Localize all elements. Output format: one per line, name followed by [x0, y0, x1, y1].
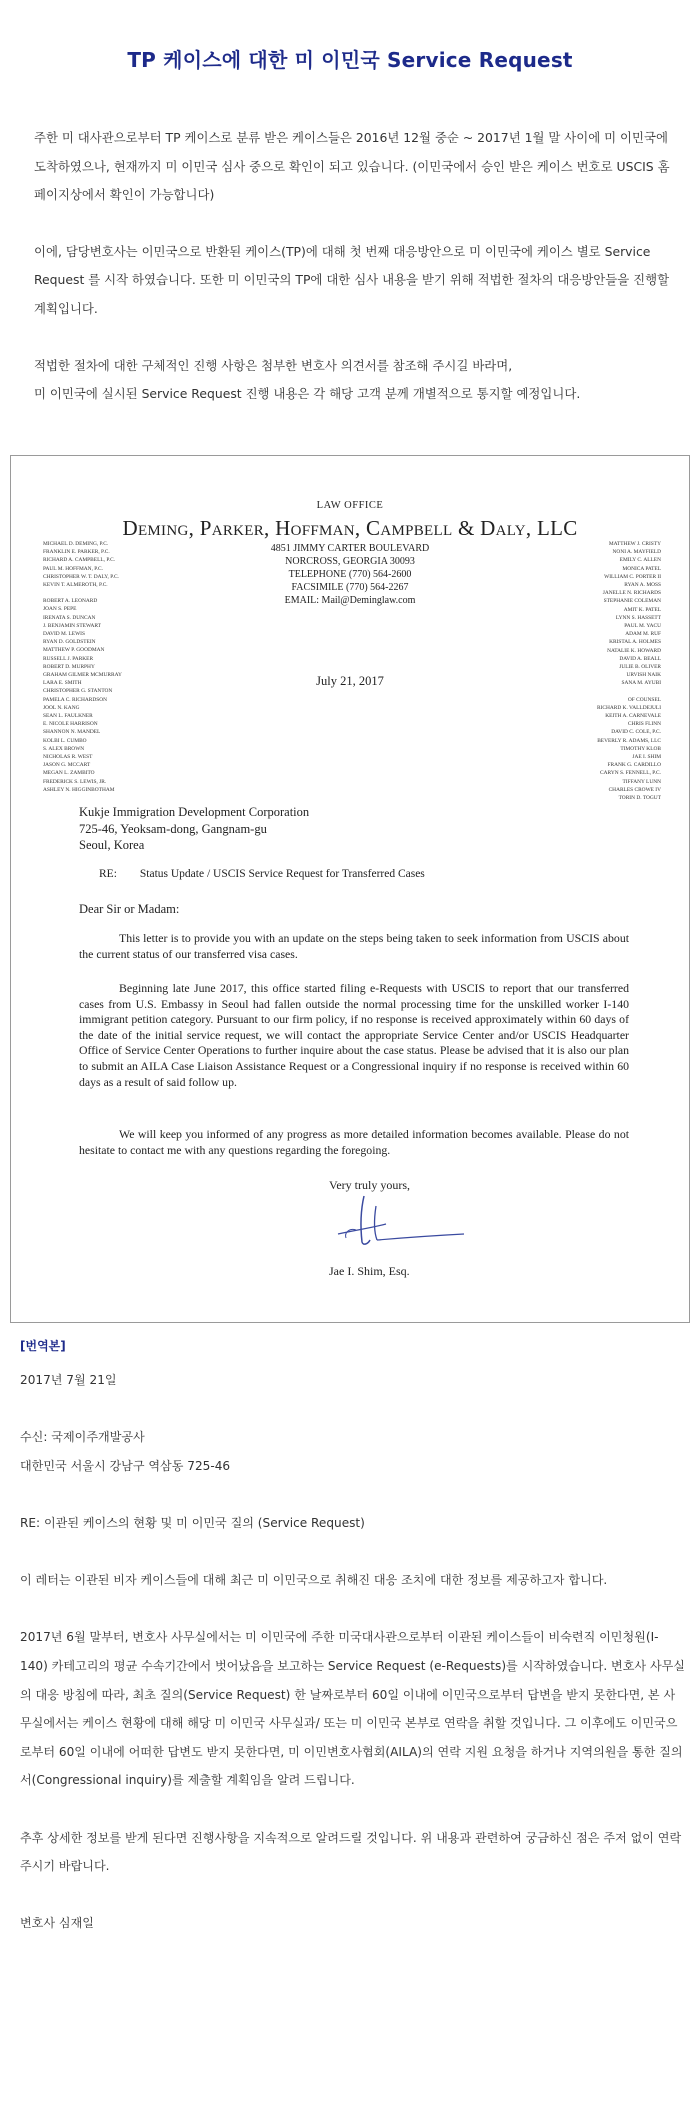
- of-counsel-label: OF COUNSEL: [627, 696, 661, 703]
- attorney-name: URVISH NAIK: [626, 672, 661, 679]
- attorney-name: NATALIE K. HOWARD: [607, 647, 661, 654]
- attorney-name: JOOL N. KANG: [43, 704, 80, 711]
- attorney-name: MICHAEL D. DEMING, P.C.: [43, 541, 109, 547]
- recipient-line-1: Kukje Immigration Development Corporation: [79, 805, 310, 819]
- re-label: RE:: [99, 868, 117, 880]
- attorney-name: TIMOTHY KLOB: [620, 745, 661, 752]
- attorney-name: JASON G. MCCART: [43, 762, 91, 769]
- letter-paragraph-1: This letter is to provide you with an update on the steps being taken to seek information from USCIS about the current status of our transferred visa cases.: [79, 931, 629, 961]
- intro-paragraph-1: 주한 미 대사관으로부터 TP 케이스로 분류 받은 케이스들은 2016년 12월 중순 ~ 2017년 1월 말 사이에 미 이민국에 도착하였으나, 현재까지 미 이민국 심사 중으로 확인이 되고 있습니다. (이민국에서 승인 받은 케이스 번호로 USCIS 홈페이지상에서 확인이 가능합니다): [34, 130, 670, 203]
- translation-date: 2017년 7월 21일: [20, 1373, 117, 1387]
- of-counsel-list: [531, 704, 661, 802]
- translation-signer: 변호사 심재일: [20, 1916, 94, 1931]
- attorney-name: SEAN L. FAULKNER: [43, 713, 93, 720]
- letter-date: July 21, 2017: [316, 674, 384, 688]
- intro-paragraph-3-line-1: 적법한 절차에 대한 구체적인 진행 사항은 첨부한 변호사 의견서를 참조해 주시길 바라며,: [34, 357, 513, 373]
- attorney-name: FRANK G. CARDILLO: [607, 762, 661, 769]
- partner-list: [43, 540, 173, 589]
- law-office-label: LAW OFFICE: [316, 500, 384, 511]
- attorney-name: SANA M. AYUBI: [621, 680, 661, 687]
- attorney-name: STEPHANIE COLEMAN: [603, 598, 661, 605]
- attorney-name: KEITH A. CARNEVALE: [605, 713, 661, 720]
- letter-subject: [79, 868, 425, 880]
- firm-name: Deming, Parker, Hoffman, Campbell & Daly, LLC: [122, 516, 578, 540]
- attorney-name: RICHARD A. CAMPBELL, P.C.: [43, 557, 116, 564]
- attorney-name: KEVIN T. ALMEROTH, P.C.: [43, 582, 108, 589]
- intro-paragraph-3-line-2: 미 이민국에 실시된 Service Request 진행 내용은 각 해당 고객 분께 개별적으로 통지할 예정입니다.: [34, 386, 581, 402]
- attorney-name: DAVID A. BEALL: [619, 655, 661, 662]
- attorney-name: DAVID C. COLE, P.C.: [611, 729, 661, 736]
- attorney-name: JAE I. SHIM: [632, 754, 661, 761]
- translation-paragraph-3: 추후 상세한 정보를 받게 된다면 진행사항을 지속적으로 알려드릴 것입니다. 위 내용과 관련하여 궁금하신 점은 주저 없이 연락 주시기 바랍니다.: [20, 1830, 682, 1874]
- attorney-name: CARYN S. FENNELL, P.C.: [600, 770, 661, 777]
- translation-paragraph-1: 이 레터는 이관된 비자 케이스들에 대해 최근 미 이민국으로 취해진 대응 조치에 대한 정보를 제공하고자 합니다.: [20, 1573, 608, 1588]
- attorney-name: FRANKLIN E. PARKER, P.C.: [43, 549, 110, 556]
- letter-closing: Very truly yours,: [329, 1178, 410, 1192]
- attorney-name: TIFFANY LUNN: [622, 778, 661, 785]
- attorney-name: E. NICOLE HARRISON: [43, 721, 98, 728]
- associate-list: [43, 597, 173, 794]
- translation-recipient-line-2: 대한민국 서울시 강남구 역삼동 725-46: [20, 1458, 231, 1473]
- attorney-name: CHRISTOPHER G. STANTON: [43, 688, 113, 695]
- attorney-name: CHRISTOPHER W. T. DALY, P.C.: [43, 573, 119, 580]
- signature-image: [316, 1194, 466, 1250]
- attorney-name: RYAN D. GOLDSTEIN: [43, 639, 96, 646]
- attorney-name: JANELLE N. RICHARDS: [602, 590, 661, 597]
- attorney-name: ADAM M. RUF: [625, 631, 661, 638]
- attorney-name: PAUL M. HOFFMAN, P.C.: [43, 565, 103, 572]
- letter-salutation: Dear Sir or Madam:: [79, 902, 180, 916]
- address-line-1: 4851 JIMMY CARTER BOULEVARD: [270, 543, 430, 554]
- recipient-line-2: 725-46, Yeoksam-dong, Gangnam-gu: [79, 821, 267, 836]
- attorney-name: KOLBI L. CUMBO: [43, 737, 87, 744]
- translation-subject: RE: 이관된 케이스의 현황 및 미 이민국 질의 (Service Request): [20, 1515, 365, 1530]
- attorney-name: AMIT K. PATEL: [623, 606, 661, 613]
- attorney-name: ROBERT D. MURPHY: [43, 663, 95, 670]
- attorney-name: EMILY C. ALLEN: [619, 557, 661, 564]
- attorney-name: IRENATA S. DUNCAN: [43, 614, 96, 621]
- letter-recipient: [79, 804, 309, 854]
- attorney-name: PAUL M. YACU: [624, 623, 661, 630]
- translation-recipient-line-1: 수신: 국제이주개발공사: [20, 1430, 145, 1445]
- attorney-name: J. BENJAMIN STEWART: [43, 622, 101, 629]
- intro-section: [34, 124, 674, 409]
- letter-signer: Jae I. Shim, Esq.: [329, 1264, 410, 1278]
- attorney-name: ASHLEY N. HIGGINBOTHAM: [43, 786, 115, 793]
- attorney-name: JULIE B. OLIVER: [619, 664, 661, 671]
- attorney-roster-left: [43, 540, 173, 794]
- re-text: Status Update / USCIS Service Request for Transferred Cases: [139, 868, 425, 880]
- attorney-name: RICHARD K. VALLDEJULI: [596, 704, 661, 711]
- attorney-letter-image: [10, 455, 690, 1323]
- translation-paragraph-2: 2017년 6월 말부터, 변호사 사무실에서는 미 이민국에 주한 미국대사관으로부터 이관된 케이스들이 비숙련직 이민청원(I-140) 카테고리의 평균 수속기간에서 벗어났음을 보고하는 Service Request (e-Requests)를 시작하였습니다. 변호사 사무실의 대응 방침에 따라, 최초 질의(Service Request) 한 날짜로부터 60일 이내에 이민국으로부터 답변을 받지 못한다면, 본 사무실에서는 케이스 현황에 대해 해당 미 이민국 사무실과/ 또는 미 이민국 본부로 연락을 취할 것입니다. 그 이후에도 이민국으로부터 60일 이내에 어떠한 답변도 받지 못한다면, 미 이민변호사협회(AILA)의 연락 지원 요청을 하거나 지역의원을 통한 질의서(Congressional inquiry)를 제출할 계획임을 알려 드립니다.: [20, 1630, 685, 1788]
- address-line-2: NORCROSS, GEORGIA 30093: [285, 556, 415, 567]
- intro-paragraph-3: [34, 352, 674, 409]
- recipient-line-3: Seoul, Korea: [79, 838, 145, 852]
- attorney-name: RYAN A. MOSS: [624, 582, 661, 589]
- translation-section: [20, 1366, 685, 1966]
- attorney-name: LARA E. SMITH: [43, 680, 82, 687]
- attorney-name: MEGAN L. ZAMBITO: [43, 770, 95, 777]
- attorney-name: CHARLES CROWE IV: [608, 786, 661, 793]
- attorney-name: SHANNON N. MANDEL: [43, 729, 101, 736]
- attorney-name: S. ALEX BROWN: [43, 745, 85, 752]
- attorney-list-right: [531, 540, 661, 688]
- intro-paragraph-2: 이에, 담당변호사는 이민국으로 반환된 케이스(TP)에 대해 첫 번째 대응방안으로 미 이민국에 케이스 별로 Service Request 를 시작 하였습니다. 또한 미 이민국의 TP에 대한 심사 내용을 받기 위해 적법한 절차의 대응방안들을 진행할 계획입니다.: [34, 243, 670, 316]
- attorney-name: WILLIAM C. PORTER II: [604, 573, 661, 580]
- attorney-name: NICHOLAS R. WEST: [43, 754, 93, 761]
- attorney-name: MONICA PATEL: [622, 565, 661, 572]
- attorney-name: DAVID M. LEWIS: [43, 631, 85, 638]
- address-line-4: FACSIMILE (770) 564-2267: [291, 582, 409, 593]
- attorney-name: NONI A. MAYFIELD: [612, 549, 661, 556]
- attorney-name: MATTHEW J. CRISTY: [608, 541, 661, 547]
- attorney-name: JOAN S. PEPE: [43, 606, 77, 613]
- attorney-name: GRAHAM GILMER MCMURRAY: [43, 672, 122, 679]
- translation-label: [번역본]: [20, 1339, 66, 1353]
- attorney-name: KRISTAL A. HOLMES: [609, 639, 661, 646]
- letter-paragraph-3: We will keep you informed of any progress as more detailed information becomes available. Please do not hesitate to contact me with any questions regarding the foregoing.: [79, 1127, 629, 1157]
- letter-paragraph-2: Beginning late June 2017, this office started filing e-Requests with USCIS to report that our transferred cases from U.S. Embassy in Seoul had fallen outside the normal processing time for the unskilled worker I-140 immigrant petition category. Pursuant to our firm policy, if no response is received approximately within 60 days of the date of the initial service request, we will contact the appropriate Service Center and/or USCIS Headquarter Office of Service Center Operations to further inquire about the case status. Please be advised that it is also our plan to submit an AILA Case Liaison Assistance Request or a Congressional inquiry if no response is received within 60 days as a result of said follow up.: [79, 981, 629, 1089]
- page-title: TP 케이스에 대한 미 이민국 Service Request: [127, 48, 573, 72]
- attorney-roster-right: [531, 540, 661, 802]
- attorney-name: FREDERICK S. LEWIS, JR.: [43, 778, 107, 785]
- address-line-5: EMAIL: Mail@Deminglaw.com: [284, 595, 416, 606]
- attorney-name: RUSSELL J. PARKER: [43, 655, 94, 662]
- attorney-name: MATTHEW P. GOODMAN: [43, 647, 105, 654]
- attorney-name: BEVERLY R. ADAMS, LLC: [597, 737, 661, 744]
- attorney-name: CHRIS FLINN: [627, 721, 661, 728]
- attorney-name: TORIN D. TOGUT: [618, 795, 661, 802]
- address-line-3: TELEPHONE (770) 564-2600: [288, 569, 412, 580]
- attorney-name: PAMELA C. RICHARDSON: [43, 696, 108, 703]
- translation-recipient: [20, 1423, 685, 1480]
- attorney-name: LYNN S. HASSETT: [615, 614, 661, 621]
- attorney-name: ROBERT A. LEONARD: [43, 598, 98, 605]
